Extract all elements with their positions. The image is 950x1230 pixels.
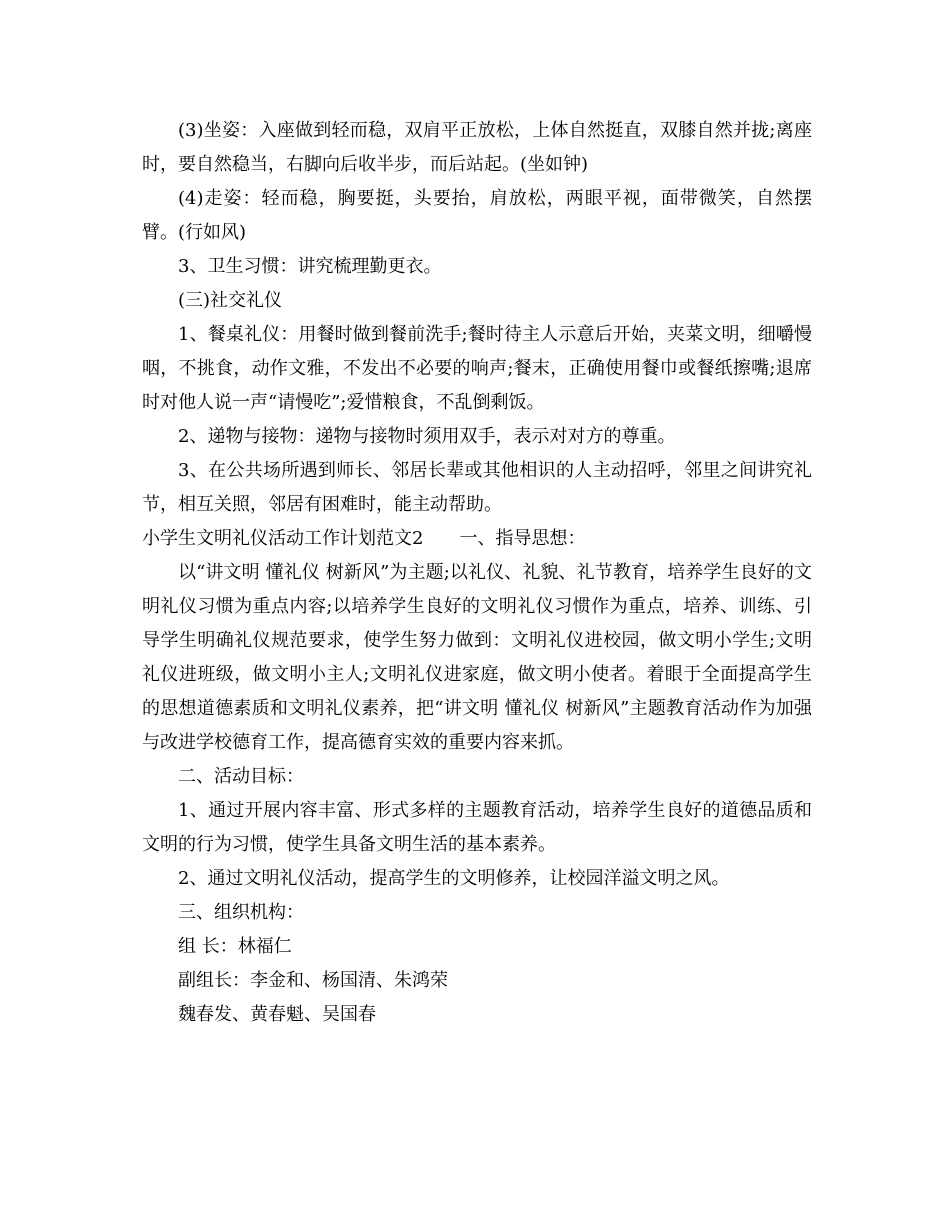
- paragraph-guiding-thought: 以“讲文明 懂礼仪 树新风”为主题;以礼仪、礼貌、礼节教育，培养学生良好的文明礼仪习惯为重点内容;以培养学生良好的文明礼仪习惯作为重点，培养、训练、引导学生明确礼仪规范要求，使学生努力做到：文明礼仪进校园，做文明小学生;文明礼仪进班级，做文明小主人;文明礼仪进家庭，做文明小使者。着眼于全面提高学生的思想道德素质和文明礼仪素养，把“讲文明 懂礼仪 树新风”主题教育活动作为加强与改进学校德育工作，提高德育实效的重要内容来抓。: [142, 562, 812, 753]
- paragraph-organization-heading: 三、组织机构：: [178, 902, 304, 923]
- section-title: 小学生文明礼仪活动工作计划范文2: [142, 528, 424, 549]
- paragraph-deputy-leaders: 副组长：李金和、杨国清、朱鸿荣: [178, 970, 448, 991]
- paragraph-activity-goals-heading: 二、活动目标：: [178, 766, 304, 787]
- paragraph-members: 魏春发、黄春魁、吴国春: [178, 1004, 376, 1025]
- paragraph-table-manners: 1、餐桌礼仪：用餐时做到餐前洗手;餐时待主人示意后开始，夹菜文明，细嚼慢咽，不挑食，动作文雅，不发出不必要的响声;餐末，正确使用餐巾或餐纸擦嘴;退席时对他人说一声“请慢吃”;爱惜粮食，不乱倒剩饭。: [142, 324, 813, 413]
- section-heading: [142, 522, 812, 556]
- paragraph-team-leader: 组 长：林福仁: [178, 936, 292, 957]
- paragraph-sitting-posture: (3)坐姿：入座做到轻而稳，双肩平正放松，上体自然挺直，双膝自然并拢;离座时，要自然稳当，右脚向后收半步，而后站起。(坐如钟): [142, 120, 812, 175]
- paragraph-public-courtesy: 3、在公共场所遇到师长、邻居长辈或其他相识的人主动招呼，邻里之间讲究礼节，相互关照，邻居有困难时，能主动帮助。: [142, 460, 812, 515]
- paragraph-passing-objects: 2、递物与接物：递物与接物时须用双手，表示对对方的尊重。: [178, 426, 676, 447]
- document-body: [142, 114, 812, 1032]
- paragraph-social-etiquette-heading: (三)社交礼仪: [178, 290, 283, 311]
- paragraph-hygiene-habits: 3、卫生习惯：讲究梳理勤更衣。: [178, 256, 442, 277]
- section-subtitle: 一、指导思想：: [459, 528, 586, 549]
- paragraph-goal-1: 1、通过开展内容丰富、形式多样的主题教育活动，培养学生良好的道德品质和文明的行为习惯，使学生具备文明生活的基本素养。: [142, 800, 812, 855]
- paragraph-walking-posture: (4)走姿：轻而稳，胸要挺，头要抬，肩放松，两眼平视，面带微笑，自然摆臂。(行如风): [142, 188, 812, 243]
- paragraph-goal-2: 2、通过文明礼仪活动，提高学生的文明修养，让校园洋溢文明之风。: [178, 868, 730, 889]
